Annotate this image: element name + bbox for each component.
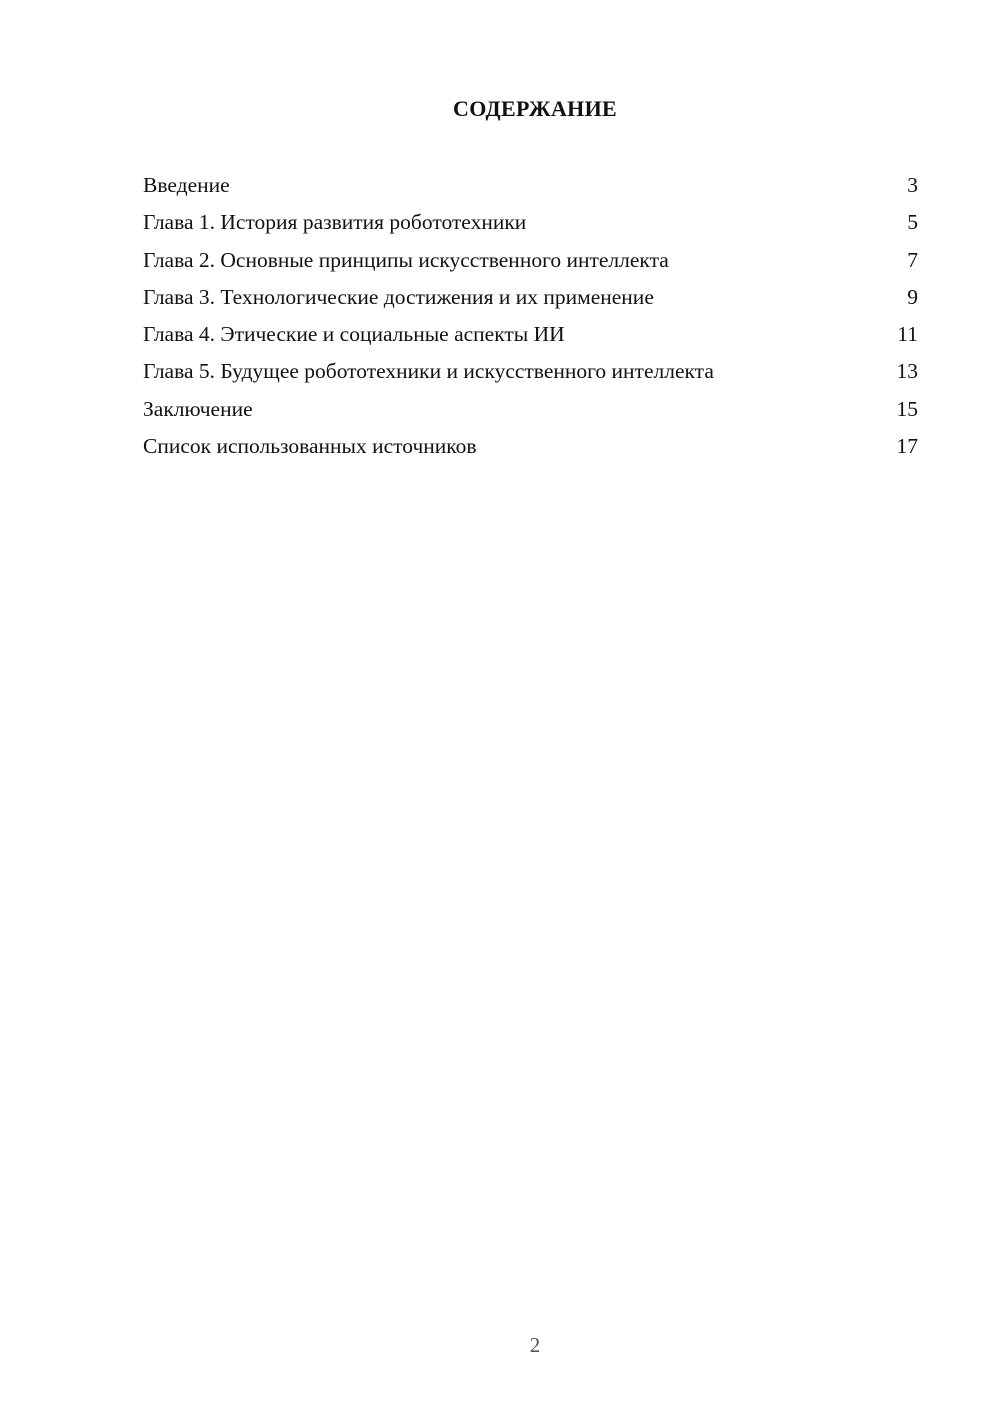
toc-entry-label: Глава 5. Будущее робототехники и искусственного интеллекта — [143, 359, 714, 384]
table-of-contents — [143, 167, 918, 465]
toc-entry-label: Глава 3. Технологические достижения и их применение — [143, 284, 654, 309]
toc-entry-page: 3 — [907, 173, 918, 197]
toc-entry — [143, 279, 918, 316]
toc-entry — [143, 242, 918, 279]
toc-entry — [143, 391, 918, 428]
toc-entry-label: Введение — [143, 173, 230, 197]
toc-entry-page: 17 — [896, 434, 918, 459]
toc-entry — [143, 204, 918, 241]
toc-entry-label: Глава 4. Этические и социальные аспекты ИИ — [143, 322, 565, 347]
toc-entry-page: 11 — [897, 322, 918, 347]
toc-entry-page: 15 — [896, 396, 918, 421]
toc-entry-label: Глава 2. Основные принципы искусственного интеллекта — [143, 247, 669, 272]
page-title: СОДЕРЖАНИЕ — [453, 96, 617, 121]
toc-entry-page: 13 — [896, 359, 918, 384]
toc-entry-page: 9 — [907, 284, 918, 309]
toc-entry-label: Глава 1. История развития робототехники — [143, 210, 527, 235]
toc-entry-page: 7 — [907, 247, 918, 272]
toc-entry-label: Заключение — [143, 396, 253, 421]
toc-entry — [143, 428, 918, 465]
toc-entry — [143, 353, 918, 390]
toc-entry — [143, 316, 918, 353]
toc-entry-label: Список использованных источников — [143, 434, 477, 459]
page-number: 2 — [529, 1333, 541, 1357]
toc-entry-page: 5 — [907, 210, 918, 235]
toc-entry — [143, 167, 918, 204]
